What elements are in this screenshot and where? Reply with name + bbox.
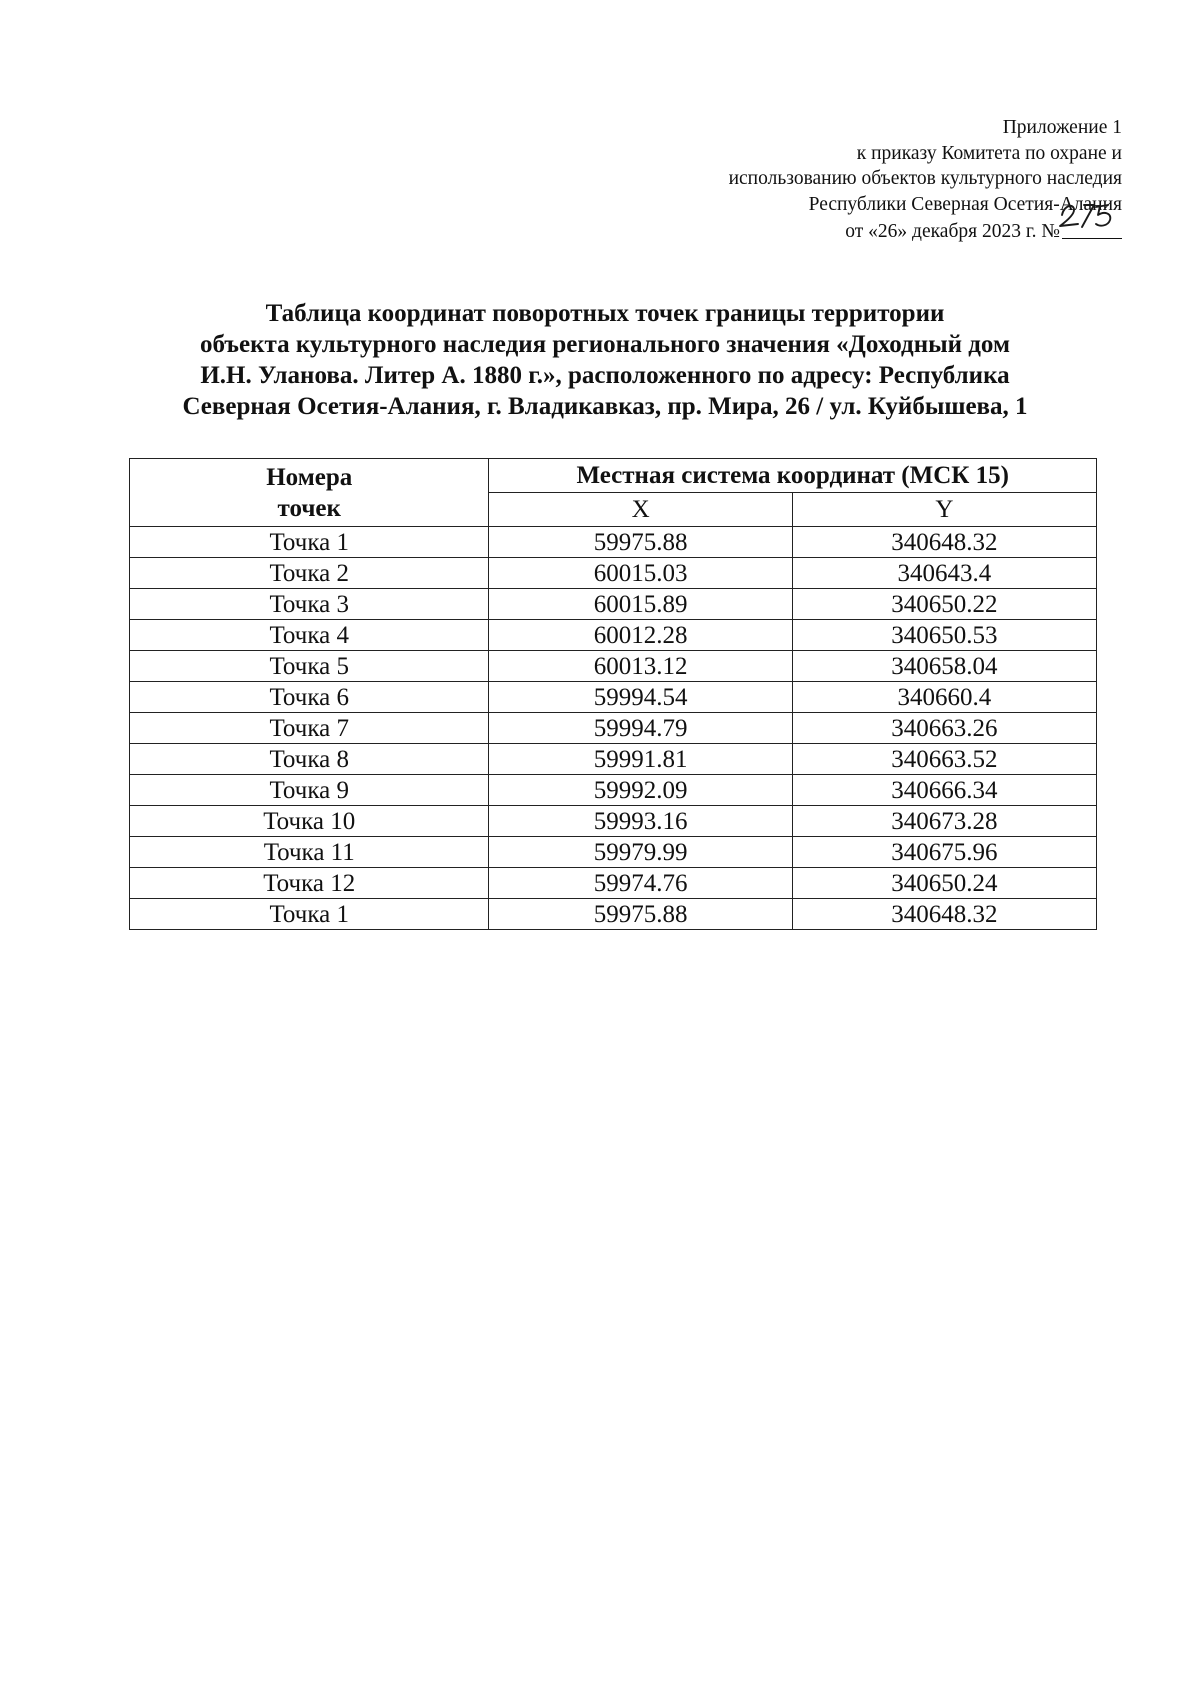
x-cell: 59993.16	[489, 806, 792, 837]
handwritten-order-number	[1056, 193, 1126, 233]
y-cell: 340658.04	[792, 651, 1096, 682]
table-row	[130, 558, 1097, 589]
x-column-header: X	[489, 493, 792, 527]
table-row	[130, 589, 1097, 620]
point-cell: Точка 12	[130, 868, 489, 899]
annex-header	[602, 115, 1122, 245]
x-cell: 59994.54	[489, 682, 792, 713]
y-cell: 340675.96	[792, 837, 1096, 868]
annex-line-4: Республики Северная Осетия-Алания	[808, 193, 1122, 215]
y-cell: 340673.28	[792, 806, 1096, 837]
points-column-header: Номера точек	[130, 459, 489, 527]
y-cell: 340643.4	[792, 558, 1096, 589]
x-cell: 59975.88	[489, 899, 792, 930]
point-cell: Точка 1	[130, 899, 489, 930]
x-cell: 59979.99	[489, 837, 792, 868]
table-row	[130, 620, 1097, 651]
annex-line-2: к приказу Комитета по охране и	[856, 142, 1122, 164]
x-cell: 59975.88	[489, 527, 792, 558]
table-row	[130, 899, 1097, 930]
y-cell: 340663.52	[792, 744, 1096, 775]
point-cell: Точка 6	[130, 682, 489, 713]
point-cell: Точка 5	[130, 651, 489, 682]
coordinate-system-header: Местная система координат (МСК 15)	[489, 459, 1097, 493]
x-cell: 59991.81	[489, 744, 792, 775]
annex-line-3: использованию объектов культурного наследия	[728, 168, 1122, 190]
point-cell: Точка 7	[130, 713, 489, 744]
title-line-2: объекта культурного наследия регионального значения «Доходный дом	[200, 331, 1010, 358]
annex-line-5	[602, 217, 1122, 245]
table-body	[130, 527, 1097, 930]
table-row	[130, 868, 1097, 899]
point-cell: Точка 3	[130, 589, 489, 620]
y-cell: 340648.32	[792, 899, 1096, 930]
title-line-3: И.Н. Уланова. Литер А. 1880 г.», расположенного по адресу: Республика	[200, 362, 1010, 389]
y-cell: 340663.26	[792, 713, 1096, 744]
x-cell: 59994.79	[489, 713, 792, 744]
coordinates-table	[129, 458, 1097, 930]
point-cell: Точка 11	[130, 837, 489, 868]
table-row	[130, 527, 1097, 558]
x-cell: 60015.89	[489, 589, 792, 620]
y-cell: 340660.4	[792, 682, 1096, 713]
x-cell: 60013.12	[489, 651, 792, 682]
table-row	[130, 806, 1097, 837]
annex-date-prefix: от «26» декабря 2023 г. №	[845, 221, 1060, 243]
y-cell: 340666.34	[792, 775, 1096, 806]
table-row	[130, 651, 1097, 682]
annex-line-1: Приложение 1	[1002, 117, 1122, 138]
title-line-1: Таблица координат поворотных точек границы территории	[265, 300, 945, 327]
point-cell: Точка 1	[130, 527, 489, 558]
y-cell: 340650.24	[792, 868, 1096, 899]
y-column-header: Y	[792, 493, 1096, 527]
point-cell: Точка 2	[130, 558, 489, 589]
table-row	[130, 744, 1097, 775]
table-row	[130, 775, 1097, 806]
document-title	[120, 298, 1090, 422]
order-number-underline	[1062, 238, 1122, 239]
point-cell: Точка 8	[130, 744, 489, 775]
point-cell: Точка 10	[130, 806, 489, 837]
y-cell: 340650.53	[792, 620, 1096, 651]
x-cell: 59992.09	[489, 775, 792, 806]
x-cell: 59974.76	[489, 868, 792, 899]
y-cell: 340650.22	[792, 589, 1096, 620]
order-number	[1060, 217, 1122, 237]
point-cell: Точка 9	[130, 775, 489, 806]
x-cell: 60012.28	[489, 620, 792, 651]
point-cell: Точка 4	[130, 620, 489, 651]
table-row	[130, 713, 1097, 744]
y-cell: 340648.32	[792, 527, 1096, 558]
table-header-row	[130, 459, 1097, 493]
title-line-4: Северная Осетия-Алания, г. Владикавказ, пр. Мира, 26 / ул. Куйбышева, 1	[182, 393, 1028, 420]
table-row	[130, 837, 1097, 868]
x-cell: 60015.03	[489, 558, 792, 589]
table-row	[130, 682, 1097, 713]
